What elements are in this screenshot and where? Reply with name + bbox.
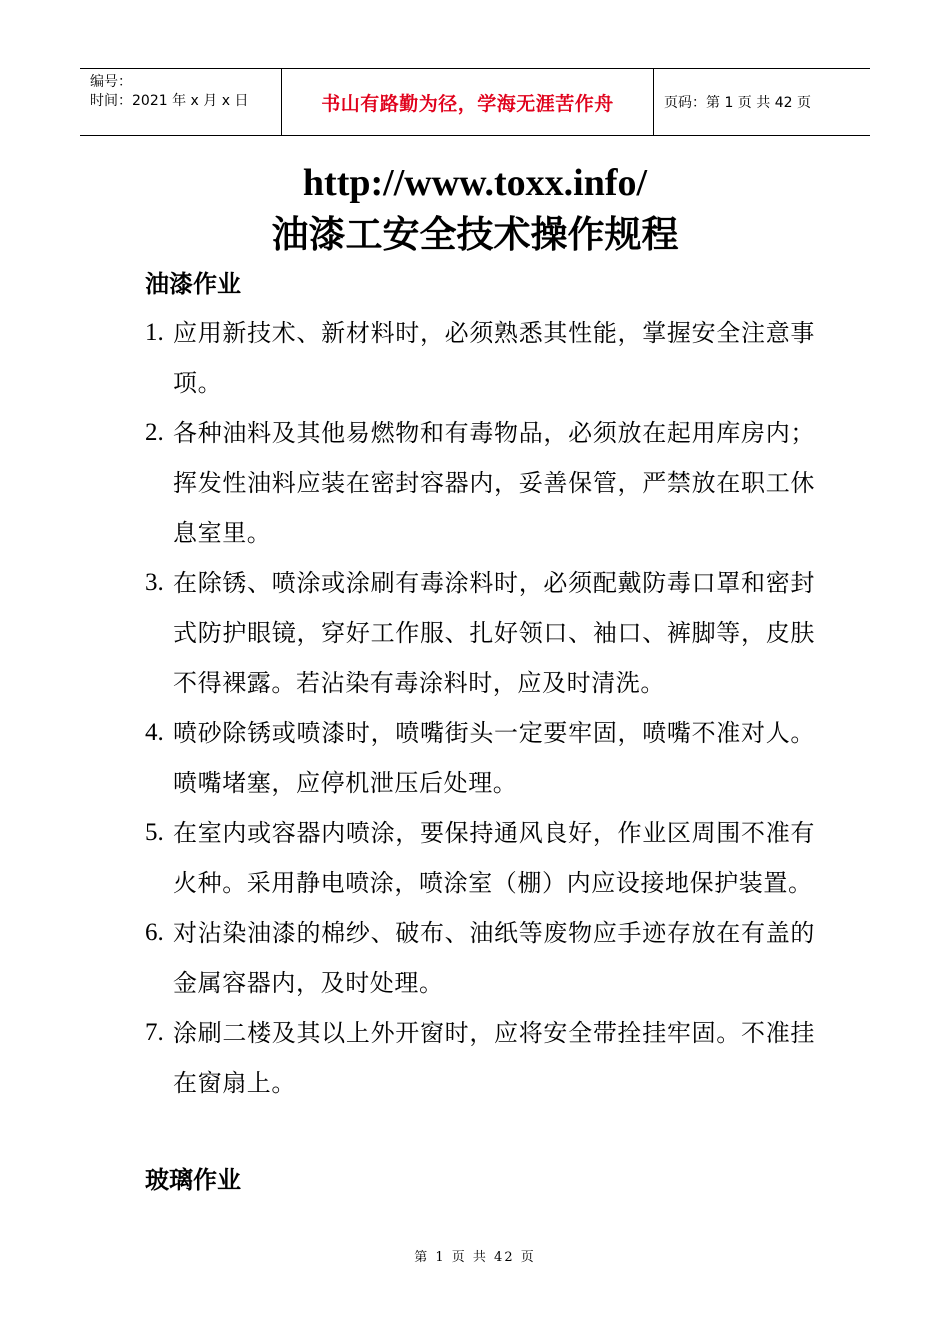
list-item	[145, 1008, 815, 1108]
document-time-label: 时间：2021 年 x 月 x 日	[90, 93, 249, 109]
document-title: 油漆工安全技术操作规程	[271, 213, 679, 256]
item-number: 4.	[145, 719, 164, 746]
header-left-cell	[80, 69, 282, 135]
item-number: 1.	[145, 319, 164, 346]
item-text: 对沾染油漆的棉纱、破布、油纸等废物应手迹存放在有盖的金属容器内，及时处理。	[173, 919, 815, 997]
item-text: 喷砂除锈或喷漆时，喷嘴街头一定要牢固，喷嘴不准对人。喷嘴堵塞，应停机泄压后处理。	[173, 719, 815, 797]
item-text: 各种油料及其他易燃物和有毒物品，必须放在起用库房内；挥发性油料应装在密封容器内，妥善保管，严禁放在职工休息室里。	[173, 419, 815, 547]
page-header	[80, 68, 870, 136]
list-item	[145, 408, 815, 558]
list-item	[145, 708, 815, 808]
painting-rules-list	[145, 308, 815, 1108]
document-number-label: 编号：	[90, 74, 132, 90]
item-number: 7.	[145, 1019, 164, 1046]
list-item	[145, 558, 815, 708]
list-item	[145, 808, 815, 908]
url-title: http://www.toxx.info/	[302, 162, 648, 204]
item-text: 在除锈、喷涂或涂刷有毒涂料时，必须配戴防毒口罩和密封式防护眼镜，穿好工作服、扎好领口、袖口、裤脚等，皮肤不得裸露。若沾染有毒涂料时，应及时清洗。	[173, 569, 815, 697]
header-page-info: 页码：第 1 页 共 42 页	[664, 95, 811, 111]
page-footer: 第 1 页 共 42 页	[414, 1250, 536, 1265]
item-text: 在室内或容器内喷涂，要保持通风良好，作业区周围不准有火种。采用静电喷涂，喷涂室（棚）内应设接地保护装置。	[173, 819, 815, 897]
section-heading-glass: 玻璃作业	[145, 1166, 241, 1194]
item-number: 6.	[145, 919, 164, 946]
item-number: 5.	[145, 819, 164, 846]
list-item	[145, 908, 815, 1008]
item-text: 涂刷二楼及其以上外开窗时，应将安全带拴挂牢固。不准挂在窗扇上。	[173, 1019, 815, 1097]
header-motto: 书山有路勤为径，学海无涯苦作舟	[282, 69, 654, 135]
list-item	[145, 308, 815, 408]
item-text: 应用新技术、新材料时，必须熟悉其性能，掌握安全注意事项。	[173, 319, 815, 397]
item-number: 2.	[145, 419, 164, 446]
item-number: 3.	[145, 569, 164, 596]
section-heading-painting: 油漆作业	[145, 270, 241, 298]
